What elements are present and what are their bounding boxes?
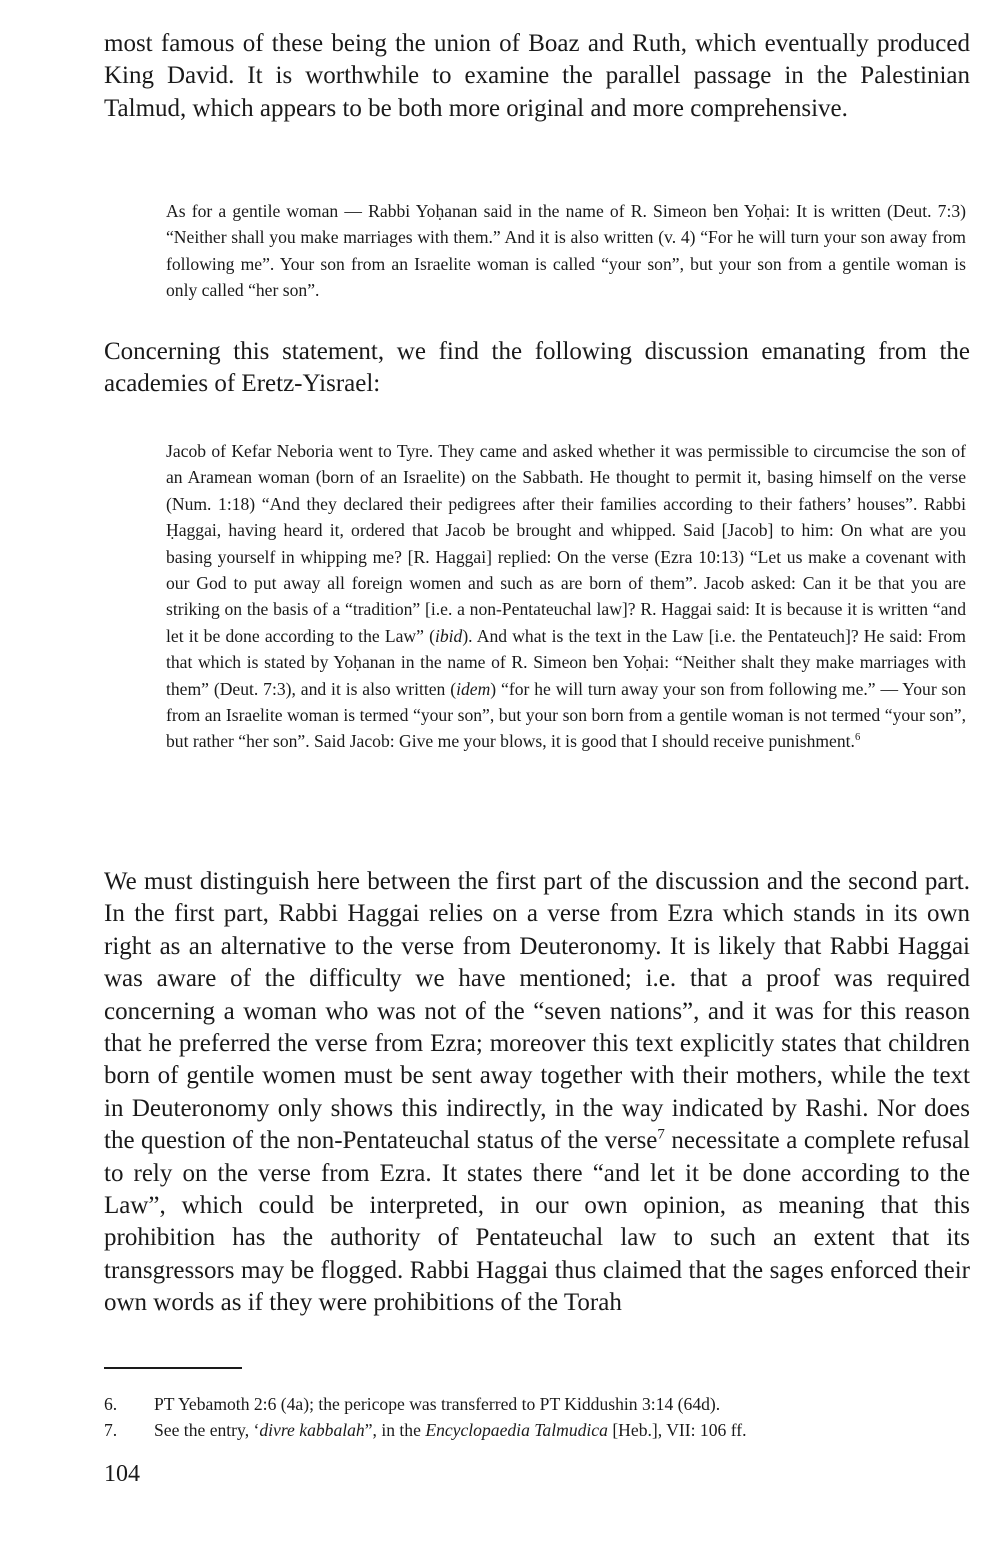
footnote-work-italic: Encyclopaedia Talmudica — [425, 1420, 608, 1440]
idem-italic: idem — [456, 678, 491, 699]
block-quote-yohanan: As for a gentile woman — Rabbi Yoḥanan said in the name of R. Simeon ben Yoḥai: It is written (Deut. 7:3) “Neither shall you make marriages with them.” And it is also written (v. 4) “For he will turn your son away from following me”. Your son from an Israelite woman is called “your son”, but your son from a gentile woman is only called “her son”. — [166, 201, 966, 301]
main-paragraph — [104, 866, 970, 1320]
footnote-ref-6: 6 — [854, 732, 861, 744]
intro-paragraph: most famous of these being the union of Boaz and Ruth, which eventually produced King David. It is worthwhile to examine the parallel passage in the Palestinian Talmud, which appears to be both more original and more comprehensive. — [104, 30, 970, 122]
footnote-number: 7. — [104, 1420, 118, 1440]
footnote-text-part: ”, in the — [364, 1420, 426, 1440]
footnote-text — [154, 1417, 970, 1443]
footnote-6 — [104, 1391, 970, 1417]
quote-text-part: ). And what is the text in the Law [i.e. the Pentateuch]? He said: From that which is stated by Yoḥanan in the name of R. Simeon ben Yoḥai: “Neither shalt they make marriages with them” (Deut. 7:3), and it is also written ( — [166, 625, 966, 699]
footnote-7 — [104, 1417, 970, 1443]
ibid-italic: ibid — [434, 625, 463, 646]
main-text-part: necessitate a complete refusal to rely on the verse from Ezra. It states there “and let it be done according to the Law”, which could be interpreted, in our own opinion, as meaning that this prohibition has the authority of Pentateuchal law to such an extent that its transgressors may be flogged. Rabbi Haggai thus claimed that the sages enforced their own words as if they were prohibitions of the Torah — [104, 1127, 970, 1317]
footnote-text-part: [Heb.], VII: 106 ff. — [607, 1420, 747, 1440]
footnote-divider — [104, 1367, 242, 1369]
footnote-ref-7: 7 — [657, 1126, 665, 1143]
page-number: 104 — [104, 1461, 140, 1487]
block-quote-jacob — [166, 438, 966, 755]
footnotes — [104, 1391, 970, 1443]
main-text-part: We must distinguish here between the first part of the discussion and the second part. In the first part, Rabbi Haggai relies on a verse from Ezra which stands in its own right as an alternative to the verse from Deuteronomy. It is likely that Rabbi Haggai was aware of the difficulty we have mentioned; i.e. that a proof was required concerning a woman who was not of the “seven nations”, and it was for this reason that he preferred the verse from Ezra; moreover this text explicitly states that children born of gentile women must be sent away together with their mothers, while the text in Deuteronomy only shows this indirectly, in the way indicated by Rashi. Nor does the question of the non-Pentateuchal status of the verse — [104, 868, 970, 1155]
footnote-text: PT Yebamoth 2:6 (4a); the pericope was transferred to PT Kiddushin 3:14 (64d). — [154, 1394, 721, 1414]
footnote-number: 6. — [104, 1394, 118, 1414]
footnote-text-part: See the entry, ‘ — [154, 1420, 260, 1440]
quote-text-part: ) “for he will turn away your son from following me.” — Your son from an Israelite woman is termed “your son”, but your son born from a gentile woman is not termed “your son”, but rather “her son”. Said Jacob: Give me your blows, it is good that I should receive punishment. — [166, 678, 966, 752]
concerning-paragraph: Concerning this statement, we find the following discussion emanating from the academies of Eretz-Yisrael: — [104, 338, 970, 398]
quote-text-part: Jacob of Kefar Neboria went to Tyre. They came and asked whether it was permissible to circumcise the son of an Aramean woman (born of an Israelite) on the Sabbath. He thought to permit it, basing himself on the verse (Num. 1:18) “And they declared their pedigrees after their families according to their fathers’ houses”. Rabbi Ḥaggai, having heard it, ordered that Jacob be brought and whipped. Said [Jacob] to him: On what are you basing yourself in whipping me? [R. Haggai] replied: On the verse (Ezra 10:13) “Let us make a covenant with our God to put away all foreign women and such as are born of them”. Jacob asked: Can it be that you are striking on the basis of a “tradition” [i.e. a non-Pentateuchal law]? R. Haggai said: It is because it is written “and let it be done according to the Law” ( — [166, 441, 966, 646]
footnote-term-italic: divre kabbalah — [259, 1420, 365, 1440]
